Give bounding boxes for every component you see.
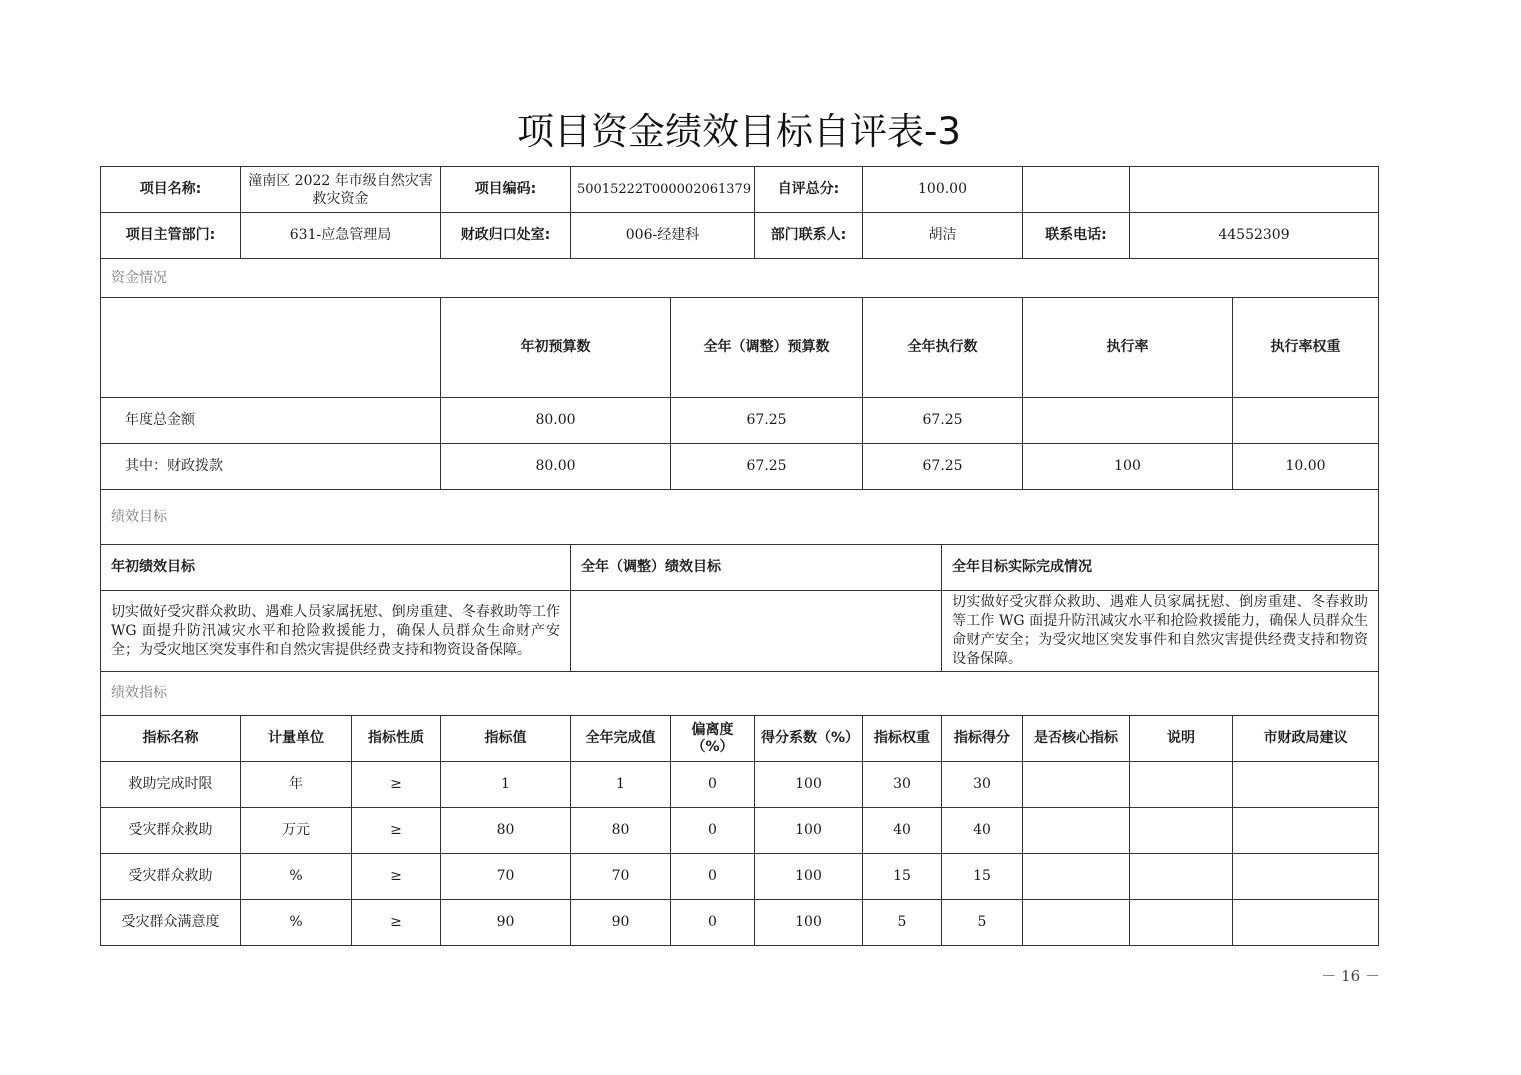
- goal-actual-label: 全年目标实际完成情况: [942, 545, 1379, 591]
- indicator-cell: ≥: [352, 854, 441, 900]
- score-label: 自评总分:: [755, 167, 863, 213]
- indicator-cell: 15: [942, 854, 1023, 900]
- indicator-col-header: 指标得分: [942, 716, 1023, 762]
- funding-col-weight: 执行率权重: [1233, 298, 1379, 398]
- indicator-cell: [1130, 854, 1233, 900]
- funding-col-rate: 执行率: [1023, 298, 1233, 398]
- indicator-col-header: 指标权重: [863, 716, 942, 762]
- phone-value: 44552309: [1130, 213, 1379, 259]
- goals-header-row: [101, 545, 1379, 591]
- indicator-cell: 70: [441, 854, 571, 900]
- funding-row: [101, 444, 1379, 490]
- funding-initial: 80.00: [441, 444, 671, 490]
- indicators-section-label: 绩效指标: [101, 672, 1379, 716]
- funding-section-row: [101, 259, 1379, 298]
- funding-executed: 67.25: [863, 444, 1023, 490]
- finance-office-value: 006-经建科: [571, 213, 755, 259]
- indicator-cell: 30: [942, 762, 1023, 808]
- empty-cell: [101, 298, 441, 398]
- indicators-section-row: [101, 672, 1379, 716]
- funding-weight: 10.00: [1233, 444, 1379, 490]
- indicator-cell: [1023, 762, 1130, 808]
- funding-col-adjusted: 全年（调整）预算数: [671, 298, 863, 398]
- indicator-cell: [1130, 900, 1233, 946]
- indicator-cell: 70: [571, 854, 671, 900]
- indicator-cell: ≥: [352, 762, 441, 808]
- indicator-cell: 救助完成时限: [101, 762, 241, 808]
- indicator-cell: [1023, 854, 1130, 900]
- project-name-label: 项目名称:: [101, 167, 241, 213]
- indicator-cell: 年: [241, 762, 352, 808]
- indicator-cell: %: [241, 854, 352, 900]
- indicator-cell: 0: [671, 900, 755, 946]
- self-evaluation-table: [100, 166, 1379, 946]
- goal-initial-text: 切实做好受灾群众救助、遇难人员家属抚慰、倒房重建、冬春救助等工作 WG 面提升防汛减灾水平和抢险救援能力，确保人员群众生命财产安全；为受灾地区突发事件和自然灾害提供经费支持和物资设备保障。: [101, 591, 571, 672]
- page-number: － 16 －: [1321, 967, 1380, 985]
- indicator-cell: %: [241, 900, 352, 946]
- indicator-cell: [1233, 854, 1379, 900]
- funding-col-executed: 全年执行数: [863, 298, 1023, 398]
- indicator-cell: 5: [942, 900, 1023, 946]
- indicator-row: [101, 854, 1379, 900]
- goal-actual-text: 切实做好受灾群众救助、遇难人员家属抚慰、倒房重建、冬春救助等工作 WG 面提升防汛减灾水平和抢险救援能力，确保人员群众生命财产安全；为受灾地区突发事件和自然灾害提供经费支持和物资设备保障。: [942, 591, 1379, 672]
- indicator-cell: 100: [755, 900, 863, 946]
- phone-label: 联系电话:: [1023, 213, 1130, 259]
- indicator-cell: [1233, 900, 1379, 946]
- indicator-cell: 90: [571, 900, 671, 946]
- funding-row: [101, 398, 1379, 444]
- indicator-cell: 受灾群众救助: [101, 808, 241, 854]
- indicator-cell: [1233, 808, 1379, 854]
- funding-header-row: [101, 298, 1379, 398]
- goals-section-row: [101, 490, 1379, 545]
- funding-adjusted: 67.25: [671, 398, 863, 444]
- indicator-col-header: 说明: [1130, 716, 1233, 762]
- funding-section-label: 资金情况: [101, 259, 1379, 298]
- goal-initial-label: 年初绩效目标: [101, 545, 571, 591]
- indicator-cell: 100: [755, 854, 863, 900]
- indicator-cell: 15: [863, 854, 942, 900]
- goal-adjusted-text: [571, 591, 942, 672]
- indicator-col-header: 全年完成值: [571, 716, 671, 762]
- indicators-header-row: [101, 716, 1379, 762]
- funding-row-name: 其中：财政拨款: [101, 444, 441, 490]
- header-row-2: [101, 213, 1379, 259]
- indicator-cell: 0: [671, 854, 755, 900]
- indicator-col-header: 计量单位: [241, 716, 352, 762]
- indicator-cell: 80: [571, 808, 671, 854]
- dept-label: 项目主管部门:: [101, 213, 241, 259]
- header-row-1: [101, 167, 1379, 213]
- indicator-cell: 1: [441, 762, 571, 808]
- indicator-cell: ≥: [352, 900, 441, 946]
- indicator-col-header: 偏离度（%）: [671, 716, 755, 762]
- indicator-col-header: 指标名称: [101, 716, 241, 762]
- funding-rate: [1023, 398, 1233, 444]
- indicator-cell: 5: [863, 900, 942, 946]
- goals-section-label: 绩效目标: [101, 490, 1379, 545]
- indicator-cell: 80: [441, 808, 571, 854]
- indicator-cell: [1233, 762, 1379, 808]
- funding-adjusted: 67.25: [671, 444, 863, 490]
- indicator-cell: 30: [863, 762, 942, 808]
- indicator-cell: 40: [863, 808, 942, 854]
- project-code-label: 项目编码:: [441, 167, 571, 213]
- funding-row-name: 年度总金额: [101, 398, 441, 444]
- goals-text-row: [101, 591, 1379, 672]
- indicator-cell: ≥: [352, 808, 441, 854]
- indicator-cell: 100: [755, 762, 863, 808]
- funding-weight: [1233, 398, 1379, 444]
- dept-value: 631-应急管理局: [241, 213, 441, 259]
- indicator-cell: 受灾群众救助: [101, 854, 241, 900]
- indicator-cell: [1023, 808, 1130, 854]
- finance-office-label: 财政归口处室:: [441, 213, 571, 259]
- indicator-cell: 万元: [241, 808, 352, 854]
- indicator-col-header: 是否核心指标: [1023, 716, 1130, 762]
- indicator-col-header: 市财政局建议: [1233, 716, 1379, 762]
- indicator-col-header: 指标值: [441, 716, 571, 762]
- goal-adjusted-label: 全年（调整）绩效目标: [571, 545, 942, 591]
- indicator-cell: [1023, 900, 1130, 946]
- indicator-cell: 90: [441, 900, 571, 946]
- indicator-cell: 1: [571, 762, 671, 808]
- funding-col-initial: 年初预算数: [441, 298, 671, 398]
- indicator-row: [101, 762, 1379, 808]
- indicator-cell: 0: [671, 808, 755, 854]
- project-code-value: 50015222T000002061379: [571, 167, 755, 213]
- indicator-row: [101, 900, 1379, 946]
- indicator-col-header: 得分系数（%）: [755, 716, 863, 762]
- score-value: 100.00: [863, 167, 1023, 213]
- indicator-col-header: 指标性质: [352, 716, 441, 762]
- indicator-cell: [1130, 762, 1233, 808]
- indicator-cell: 0: [671, 762, 755, 808]
- contact-value: 胡洁: [863, 213, 1023, 259]
- indicator-cell: 受灾群众满意度: [101, 900, 241, 946]
- indicator-cell: 40: [942, 808, 1023, 854]
- empty-cell: [1023, 167, 1130, 213]
- funding-rate: 100: [1023, 444, 1233, 490]
- empty-cell: [1130, 167, 1379, 213]
- page-title: 项目资金绩效目标自评表-3: [517, 110, 961, 153]
- contact-label: 部门联系人:: [755, 213, 863, 259]
- funding-executed: 67.25: [863, 398, 1023, 444]
- project-name-value: 潼南区 2022 年市级自然灾害救灾资金: [241, 167, 441, 213]
- indicator-cell: 100: [755, 808, 863, 854]
- funding-initial: 80.00: [441, 398, 671, 444]
- indicator-cell: [1130, 808, 1233, 854]
- indicator-row: [101, 808, 1379, 854]
